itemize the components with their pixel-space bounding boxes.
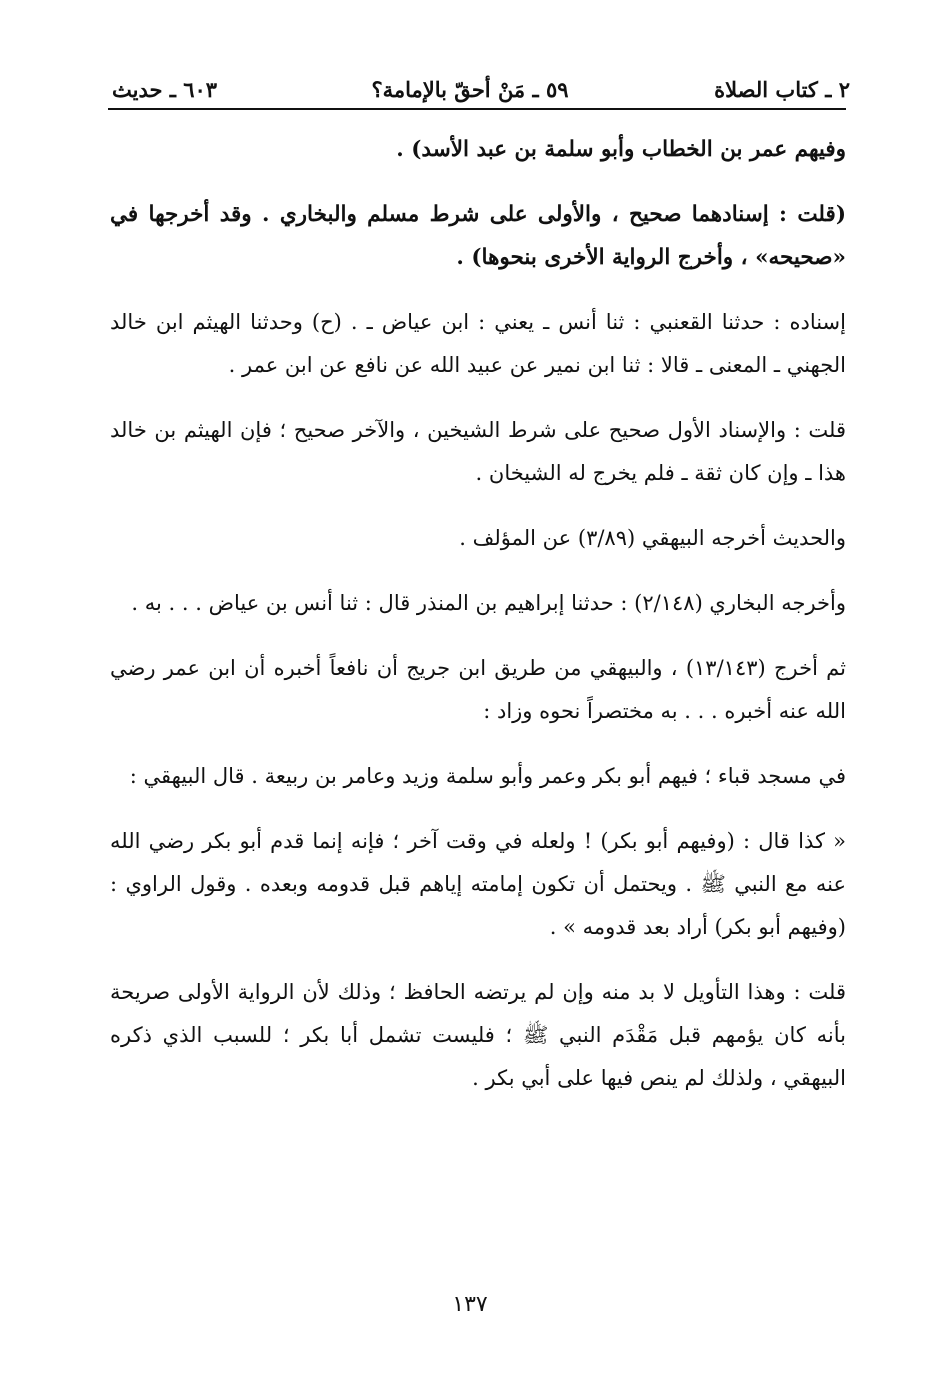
paragraph-7: ثم أخرج (١٣/١٤٣) ، والبيهقي من طريق ابن جريج أن نافعاً أخبره أن ابن عمر رضي الله عنه أخبره . . . به مختصراً نحوه وزاد : <box>110 656 846 723</box>
paragraph-6: وأخرجه البخاري (٢/١٤٨) : حدثنا إبراهيم بن المنذر قال : ثنا أنس بن عياض . . . به . <box>131 591 846 615</box>
paragraph-5: والحديث أخرجه البيهقي (٣/٨٩) عن المؤلف . <box>459 526 846 550</box>
header-divider <box>108 108 846 110</box>
header-section: ٥٩ ـ مَنْ أحقّ بالإمامة؟ <box>371 77 569 102</box>
paragraph-8: في مسجد قباء ؛ فيهم أبو بكر وعمر وأبو سلمة وزيد وعامر بن ربيعة . قال البيهقي : <box>129 764 846 788</box>
page-body <box>110 128 846 1122</box>
paragraph-4: قلت : والإسناد الأول صحيح على شرط الشيخين ، والآخر صحيح ؛ فإن الهيثم بن خالد هذا ـ وإن كان ثقة ـ فلم يخرج له الشيخان . <box>110 418 846 485</box>
page-number: ١٣٧ <box>452 1292 488 1317</box>
header-chapter: ٢ ـ كتاب الصلاة <box>714 77 850 102</box>
header-hadith-number: ٦٠٣ ـ حديث <box>112 77 218 102</box>
paragraph-1: وفيهم عمر بن الخطاب وأبو سلمة بن عبد الأسد) . <box>396 137 846 162</box>
paragraph-2: (قلت : إسنادهما صحيح ، والأولى على شرط مسلم والبخاري . وقد أخرجها في «صحيحه» ، وأخرج الرواية الأخرى بنحوها) . <box>110 202 846 270</box>
paragraph-3: إسناده : حدثنا القعنبي : ثنا أنس ـ يعني : ابن عياض ـ . (ح) وحدثنا الهيثم ابن خالد الجهني ـ المعنى ـ قالا : ثنا ابن نمير عن عبيد الله عن نافع عن ابن عمر . <box>110 310 846 377</box>
paragraph-10: قلت : وهذا التأويل لا بد منه وإن لم يرتضه الحافظ ؛ وذلك لأن الرواية الأولى صريحة بأنه كان يؤمهم قبل مَقْدَم النبي ﷺ ؛ فليست تشمل أبا بكر ؛ للسبب الذي ذكره البيهقي ، ولذلك لم ينص فيها على أبي بكر . <box>110 980 846 1090</box>
paragraph-9: « كذا قال : (وفيهم أبو بكر) ! ولعله في وقت آخر ؛ فإنه إنما قدم أبو بكر رضي الله عنه مع النبي ﷺ . ويحتمل أن تكون إمامته إياهم قبل قدومه وبعده . وقول الراوي : (وفيهم أبو بكر) أراد بعد قدومه » . <box>110 829 846 939</box>
